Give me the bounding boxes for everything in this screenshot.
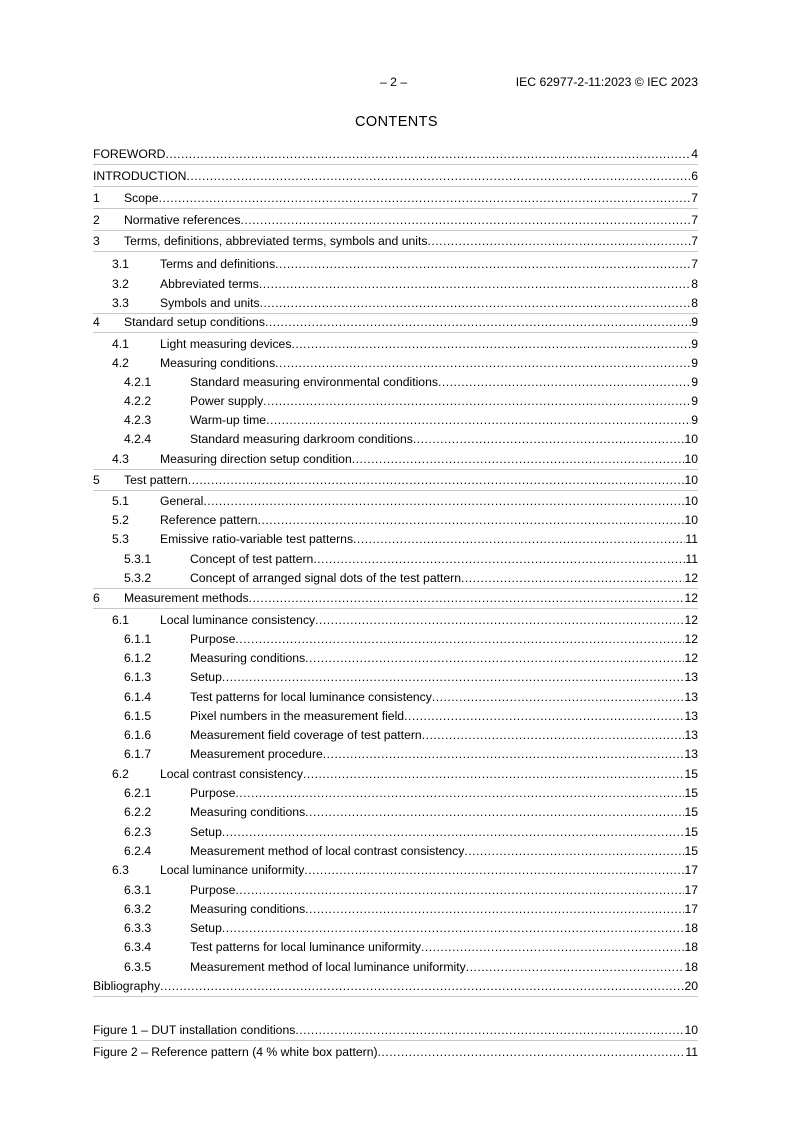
toc-separator <box>93 490 698 491</box>
toc-entry-title: Measuring conditions <box>190 902 306 916</box>
toc-entry-number: 4.3 <box>112 452 129 466</box>
toc-leader-dots <box>295 1022 684 1038</box>
toc-entry-number: 3.1 <box>112 257 129 271</box>
toc-entry-page: 4 <box>691 147 698 161</box>
toc-entry-page: 15 <box>684 825 698 839</box>
toc-entry-line <box>190 551 698 567</box>
page-number: – 2 – <box>380 75 408 89</box>
toc-entry <box>93 708 698 724</box>
toc-leader-dots <box>235 882 684 898</box>
toc-leader-dots <box>222 824 685 840</box>
toc-entry-title: Measurement field coverage of test pattern <box>190 728 422 742</box>
toc-entry-page: 6 <box>691 169 698 183</box>
toc-entry <box>93 212 698 228</box>
toc-leader-dots <box>303 766 685 782</box>
toc-entry-line <box>160 493 698 509</box>
toc-entry-title: Purpose <box>190 786 236 800</box>
toc-entry-number: 3.3 <box>112 296 129 310</box>
toc-entry <box>93 901 698 917</box>
toc-entry-title: Warm-up time <box>190 413 267 427</box>
toc-entry-page: 8 <box>691 277 698 291</box>
toc-entry-page: 9 <box>691 315 698 329</box>
toc-leader-dots <box>241 212 692 228</box>
toc-entry-title: Setup <box>190 670 222 684</box>
toc-leader-dots <box>275 256 691 272</box>
toc-entry <box>93 882 698 898</box>
toc-entry-page: 17 <box>684 863 698 877</box>
toc-leader-dots <box>421 939 684 955</box>
toc-entry-title: Emissive ratio-variable test patterns <box>160 532 354 546</box>
toc-leader-dots <box>305 804 684 820</box>
toc-entry-title: Light measuring devices <box>160 337 292 351</box>
toc-leader-dots <box>438 374 691 390</box>
toc-entry <box>93 531 698 547</box>
toc-entry-title: Local luminance consistency <box>160 613 316 627</box>
toc-entry-number: 1 <box>93 191 100 205</box>
toc-entry-title: Abbreviated terms <box>160 277 259 291</box>
toc-entry-line <box>160 355 698 371</box>
toc-entry <box>93 727 698 743</box>
toc-separator <box>93 230 698 231</box>
toc-entry-number: 6.3 <box>112 863 129 877</box>
toc-entry-title: Standard measuring darkroom conditions <box>190 432 413 446</box>
toc-entry-page: 10 <box>684 432 698 446</box>
toc-entry-page: 9 <box>691 337 698 351</box>
toc-entry <box>93 355 698 371</box>
toc-entry-page: 7 <box>691 234 698 248</box>
toc-entry-title: Concept of test pattern <box>190 552 314 566</box>
toc-separator <box>93 469 698 470</box>
toc-entry-page: 7 <box>691 257 698 271</box>
toc-entry-number: 6.3.5 <box>124 960 152 974</box>
toc-entry-number: 5 <box>93 473 100 487</box>
toc-separator <box>93 608 698 609</box>
toc-leader-dots <box>263 393 691 409</box>
toc-entry-title: Purpose <box>190 883 236 897</box>
toc-entry-line <box>190 824 698 840</box>
toc-separator <box>93 588 698 589</box>
toc-entry <box>93 374 698 390</box>
toc-leader-dots <box>259 276 691 292</box>
toc-entry-number: 6 <box>93 591 100 605</box>
toc-leader-dots <box>404 708 684 724</box>
toc-entry <box>93 551 698 567</box>
toc-entry-line <box>190 393 698 409</box>
toc-entry-line <box>160 276 698 292</box>
document-id: IEC 62977-2-11:2023 © IEC 2023 <box>515 75 698 89</box>
toc-leader-dots <box>427 233 691 249</box>
toc-entry-line <box>93 146 698 162</box>
toc-entry-page: 18 <box>684 960 698 974</box>
toc-entry-line <box>160 451 698 467</box>
toc-entry-title: Figure 2 – Reference pattern (4 % white box pattern) <box>93 1045 378 1059</box>
toc-entry-title: Power supply <box>190 394 264 408</box>
toc-entry-line <box>160 512 698 528</box>
toc-entry <box>93 920 698 936</box>
toc-entry-title: Standard measuring environmental conditions <box>190 375 438 389</box>
toc-entry-title: INTRODUCTION <box>93 169 187 183</box>
toc-entry-page: 10 <box>684 513 698 527</box>
toc-entry-page: 10 <box>684 452 698 466</box>
toc-entry-line <box>190 959 698 975</box>
toc-entry <box>93 959 698 975</box>
toc-entry <box>93 256 698 272</box>
toc-entry-number: 6.2 <box>112 767 129 781</box>
toc-entry-title: Terms, definitions, abbreviated terms, symbols and units <box>124 234 428 248</box>
toc-entry-title: Measuring conditions <box>190 651 306 665</box>
toc-entry-page: 13 <box>684 747 698 761</box>
toc-entry-number: 6.2.2 <box>124 805 152 819</box>
toc-entry-line <box>190 882 698 898</box>
toc-entry-number: 6.3.1 <box>124 883 152 897</box>
toc-entry-line <box>190 374 698 390</box>
toc-leader-dots <box>315 612 684 628</box>
toc-entry-number: 4.2.1 <box>124 375 152 389</box>
toc-entry <box>93 804 698 820</box>
toc-leader-dots <box>422 727 685 743</box>
toc-entry <box>93 233 698 249</box>
toc-entry-title: Purpose <box>190 632 236 646</box>
toc-entry <box>93 631 698 647</box>
toc-entry-page: 17 <box>684 883 698 897</box>
toc-entry-number: 4.1 <box>112 337 129 351</box>
toc-entry-line <box>93 978 698 994</box>
toc-entry-line <box>190 631 698 647</box>
toc-leader-dots <box>323 746 685 762</box>
toc-entry <box>93 862 698 878</box>
toc-entry-title: Setup <box>190 921 222 935</box>
toc-entry-number: 6.1.4 <box>124 690 152 704</box>
toc-entry <box>93 570 698 586</box>
toc-entry-page: 8 <box>691 296 698 310</box>
toc-entry <box>93 512 698 528</box>
toc-entry-page: 15 <box>684 786 698 800</box>
toc-entry <box>93 689 698 705</box>
toc-entry-number: 6.3.2 <box>124 902 152 916</box>
toc-entry-number: 6.1.7 <box>124 747 152 761</box>
toc-entry-number: 6.2.3 <box>124 825 152 839</box>
toc-separator <box>93 996 698 997</box>
toc-entry-line <box>160 612 698 628</box>
toc-entry-number: 6.1.6 <box>124 728 152 742</box>
toc-entry-line <box>190 939 698 955</box>
toc-entry <box>93 190 698 206</box>
toc-entry-page: 17 <box>684 902 698 916</box>
toc-entry-title: Pixel numbers in the measurement field <box>190 709 405 723</box>
toc-entry-title: Terms and definitions <box>160 257 276 271</box>
toc-entry-line <box>160 531 698 547</box>
toc-leader-dots <box>186 168 691 184</box>
toc-entry-line <box>190 689 698 705</box>
toc-entry-title: Bibliography <box>93 979 161 993</box>
toc-entry-title: Measurement methods <box>124 591 249 605</box>
toc-entry-title: General <box>160 494 204 508</box>
toc-leader-dots <box>305 650 684 666</box>
toc-entry-title: Setup <box>190 825 222 839</box>
toc-entry-line <box>124 212 698 228</box>
toc-entry-line <box>160 766 698 782</box>
toc-entry-number: 6.3.4 <box>124 940 152 954</box>
toc-entry-number: 3 <box>93 234 100 248</box>
toc-leader-dots <box>353 531 685 547</box>
toc-entry-number: 6.1 <box>112 613 129 627</box>
toc-leader-dots <box>222 669 685 685</box>
toc-entry-line <box>190 650 698 666</box>
toc-entry-page: 9 <box>691 394 698 408</box>
toc-entry <box>93 314 698 330</box>
toc-entry <box>93 939 698 955</box>
toc-entry <box>93 1022 698 1038</box>
toc-entry <box>93 650 698 666</box>
toc-leader-dots <box>188 472 685 488</box>
toc-leader-dots <box>378 1044 686 1060</box>
toc-entry <box>93 276 698 292</box>
toc-entry-line <box>190 412 698 428</box>
toc-entry-page: 9 <box>691 356 698 370</box>
toc-leader-dots <box>432 689 685 705</box>
toc-entry-page: 12 <box>684 613 698 627</box>
toc-entry-page: 15 <box>684 805 698 819</box>
toc-entry-page: 13 <box>684 728 698 742</box>
toc-entry-line <box>160 336 698 352</box>
toc-leader-dots <box>305 901 684 917</box>
toc-leader-dots <box>203 493 684 509</box>
toc-separator <box>93 164 698 165</box>
toc-separator <box>93 1040 698 1041</box>
toc-entry-line <box>190 785 698 801</box>
toc-entry-page: 20 <box>684 979 698 993</box>
toc-entry <box>93 612 698 628</box>
toc-entry-number: 6.3.3 <box>124 921 152 935</box>
toc-entry <box>93 978 698 994</box>
toc-entry-line <box>160 256 698 272</box>
toc-entry <box>93 168 698 184</box>
toc-entry-line <box>190 669 698 685</box>
toc-entry-page: 13 <box>684 690 698 704</box>
toc-entry-line <box>190 843 698 859</box>
page-header <box>93 75 698 91</box>
toc-entry <box>93 412 698 428</box>
toc-entry-line <box>190 431 698 447</box>
toc-entry-number: 5.3.2 <box>124 571 152 585</box>
toc-entry-number: 4.2.3 <box>124 413 152 427</box>
toc-entry-line <box>190 901 698 917</box>
toc-entry-title: Measuring conditions <box>160 356 276 370</box>
toc-entry-title: Test patterns for local luminance uniformity <box>190 940 421 954</box>
toc-entry <box>93 295 698 311</box>
toc-leader-dots <box>461 570 684 586</box>
toc-leader-dots <box>464 843 684 859</box>
toc-entry <box>93 336 698 352</box>
toc-leader-dots <box>260 295 692 311</box>
contents-title: CONTENTS <box>355 114 438 130</box>
toc-entry <box>93 746 698 762</box>
toc-entry-number: 5.2 <box>112 513 129 527</box>
toc-entry-title: Measuring direction setup condition <box>160 452 352 466</box>
toc-entry <box>93 493 698 509</box>
toc-entry <box>93 669 698 685</box>
toc-leader-dots <box>159 190 692 206</box>
toc-entry-number: 5.3.1 <box>124 552 152 566</box>
toc-leader-dots <box>413 431 685 447</box>
toc-entry-line <box>160 862 698 878</box>
toc-entry-number: 2 <box>93 213 100 227</box>
toc-leader-dots <box>266 412 691 428</box>
toc-entry-number: 6.1.2 <box>124 651 152 665</box>
toc-entry-line <box>190 727 698 743</box>
toc-entry-number: 6.1.5 <box>124 709 152 723</box>
toc-entry-page: 12 <box>684 571 698 585</box>
toc-leader-dots <box>235 785 684 801</box>
toc-entry-page: 11 <box>685 552 698 566</box>
toc-leader-dots <box>249 590 685 606</box>
toc-leader-dots <box>313 551 685 567</box>
toc-entry <box>93 824 698 840</box>
toc-leader-dots <box>466 959 685 975</box>
toc-entry-number: 3.2 <box>112 277 129 291</box>
toc-entry-line <box>190 920 698 936</box>
toc-entry-number: 5.1 <box>112 494 129 508</box>
toc-entry-line <box>190 804 698 820</box>
toc-leader-dots <box>235 631 684 647</box>
toc-leader-dots <box>352 451 685 467</box>
toc-entry-title: Measurement method of local luminance uniformity <box>190 960 466 974</box>
toc-entry-page: 13 <box>684 670 698 684</box>
toc-entry-line <box>93 1044 698 1060</box>
toc-entry-title: Concept of arranged signal dots of the test pattern <box>190 571 462 585</box>
toc-entry-number: 6.1.3 <box>124 670 152 684</box>
toc-entry-page: 7 <box>691 191 698 205</box>
toc-entry-title: Reference pattern <box>160 513 258 527</box>
toc-entry-page: 12 <box>684 632 698 646</box>
toc-entry-line <box>190 570 698 586</box>
toc-entry-line <box>124 590 698 606</box>
toc-entry-number: 6.2.1 <box>124 786 152 800</box>
toc-leader-dots <box>165 146 691 162</box>
toc-entry <box>93 146 698 162</box>
toc-entry-title: FOREWORD <box>93 147 166 161</box>
toc-leader-dots <box>222 920 685 936</box>
toc-leader-dots <box>160 978 684 994</box>
toc-entry-title: Local contrast consistency <box>160 767 303 781</box>
toc-entry-page: 12 <box>684 591 698 605</box>
toc-entry-page: 11 <box>685 532 698 546</box>
toc-entry <box>93 472 698 488</box>
toc-entry-title: Measuring conditions <box>190 805 306 819</box>
toc-leader-dots <box>304 862 684 878</box>
toc-entry-number: 4.2.4 <box>124 432 152 446</box>
toc-entry-line <box>124 233 698 249</box>
toc-entry-line <box>190 746 698 762</box>
toc-separator <box>93 186 698 187</box>
toc-entry-page: 18 <box>684 940 698 954</box>
toc-leader-dots <box>265 314 691 330</box>
toc-entry-line <box>160 295 698 311</box>
toc-entry-page: 15 <box>684 767 698 781</box>
toc-entry <box>93 1044 698 1060</box>
toc-entry-number: 6.2.4 <box>124 844 152 858</box>
toc-entry-number: 5.3 <box>112 532 129 546</box>
toc-entry-page: 10 <box>684 473 698 487</box>
toc-entry-page: 9 <box>691 413 698 427</box>
toc-leader-dots <box>291 336 691 352</box>
toc-entry-title: Local luminance uniformity <box>160 863 305 877</box>
toc-entry-title: Test pattern <box>124 473 188 487</box>
toc-entry-page: 18 <box>684 921 698 935</box>
toc-entry-line <box>124 314 698 330</box>
toc-leader-dots <box>275 355 691 371</box>
toc-entry <box>93 766 698 782</box>
toc-entry-number: 4.2.2 <box>124 394 152 408</box>
toc-entry-title: Scope <box>124 191 159 205</box>
toc-entry-title: Measurement procedure <box>190 747 323 761</box>
toc-entry-page: 13 <box>684 709 698 723</box>
toc-entry-page: 10 <box>684 494 698 508</box>
toc-entry-number: 4 <box>93 315 100 329</box>
toc-separator <box>93 251 698 252</box>
toc-entry-number: 4.2 <box>112 356 129 370</box>
toc-entry <box>93 431 698 447</box>
toc-entry-line <box>190 708 698 724</box>
toc-entry-title: Measurement method of local contrast consistency <box>190 844 465 858</box>
toc-entry-title: Normative references <box>124 213 241 227</box>
toc-entry <box>93 843 698 859</box>
toc-entry-title: Symbols and units <box>160 296 260 310</box>
toc-entry-title: Figure 1 – DUT installation conditions <box>93 1023 296 1037</box>
toc-entry <box>93 785 698 801</box>
toc-entry-line <box>124 472 698 488</box>
toc-entry <box>93 590 698 606</box>
toc-entry-line <box>93 1022 698 1038</box>
toc-entry-page: 9 <box>691 375 698 389</box>
toc-entry-title: Standard setup conditions <box>124 315 265 329</box>
toc-entry-line <box>93 168 698 184</box>
toc-entry-page: 12 <box>684 651 698 665</box>
toc-entry <box>93 451 698 467</box>
toc-entry-title: Test patterns for local luminance consistency <box>190 690 432 704</box>
toc-entry-page: 11 <box>685 1045 698 1059</box>
toc-entry <box>93 393 698 409</box>
toc-entry-page: 10 <box>684 1023 698 1037</box>
toc-leader-dots <box>258 512 685 528</box>
toc-entry-page: 7 <box>691 213 698 227</box>
toc-separator <box>93 332 698 333</box>
toc-entry-page: 15 <box>684 844 698 858</box>
toc-separator <box>93 208 698 209</box>
toc-entry-number: 6.1.1 <box>124 632 152 646</box>
toc-entry-line <box>124 190 698 206</box>
